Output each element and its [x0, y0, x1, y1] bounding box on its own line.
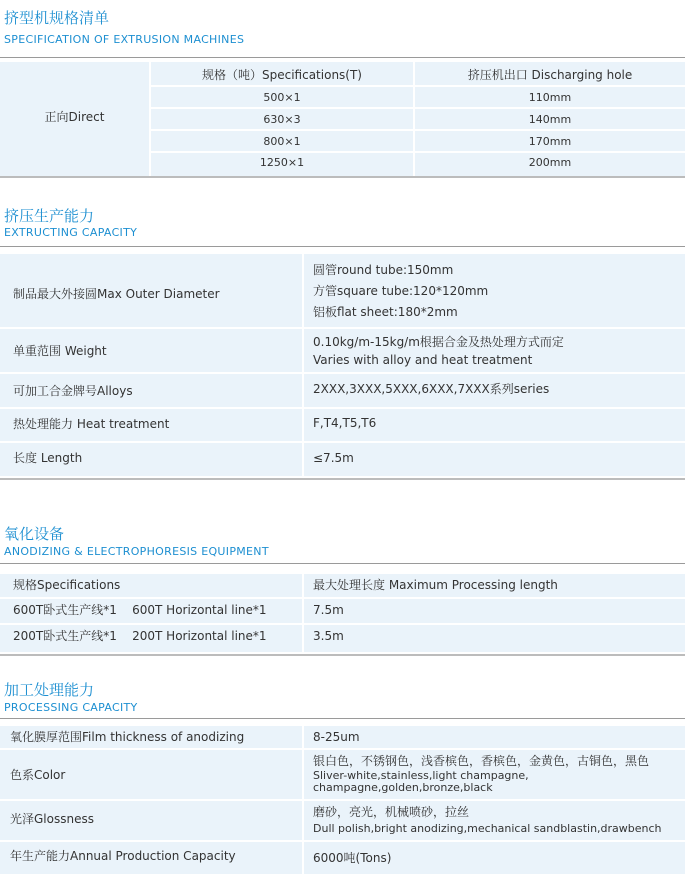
processing-label: 光泽Glossness — [10, 812, 94, 826]
capacity-label: 制品最大外接圆Max Outer Diameter — [13, 287, 220, 301]
spec-column-header: 规格（吨）Specifications(T) — [202, 68, 362, 82]
processing-value: 磨砂，亮光，机械喷砂，拉丝 — [313, 805, 470, 819]
section-divider — [0, 654, 685, 656]
section-divider — [0, 57, 685, 58]
capacity-section-subtitle: EXTRUCTING CAPACITY — [4, 226, 138, 239]
anodizing-header-label: 规格Specifications — [13, 578, 121, 592]
processing-value: champagne,golden,bronze,black — [313, 781, 493, 794]
processing-label: 色系Color — [10, 768, 66, 782]
processing-section-title: 加工处理能力 — [4, 681, 95, 699]
capacity-value: 方管square tube:120*120mm — [313, 284, 489, 298]
spec-cell: 1250×1 — [259, 156, 305, 169]
capacity-value: ≤7.5m — [313, 451, 354, 465]
anodizing-table — [0, 574, 685, 652]
spec-cell: 800×1 — [263, 135, 301, 148]
anodizing-line-value: 3.5m — [313, 629, 344, 643]
hole-cell: 110mm — [528, 91, 572, 104]
spec-cell: 630×3 — [263, 113, 301, 126]
hole-cell: 170mm — [528, 135, 572, 148]
section-divider — [0, 176, 685, 178]
spec-table — [0, 62, 685, 176]
section-divider — [0, 718, 685, 719]
section-divider — [0, 563, 685, 564]
capacity-label: 单重范围 Weight — [13, 344, 107, 358]
capacity-label: 可加工合金牌号Alloys — [13, 384, 133, 398]
capacity-label: 热处理能力 Heat treatment — [13, 417, 170, 431]
spec-cell: 500×1 — [263, 91, 301, 104]
capacity-label: 长度 Length — [13, 451, 83, 465]
processing-value: 6000吨(Tons) — [313, 851, 392, 865]
processing-value: Sliver-white,stainless,light champagne, — [313, 769, 529, 782]
processing-value: 银白色，不锈钢色，浅香槟色，香槟色，金黄色，古铜色，黑色 — [313, 754, 650, 768]
capacity-value: 2XXX,3XXX,5XXX,6XXX,7XXX系列series — [313, 382, 550, 396]
spec-row-label: 正向Direct — [44, 110, 105, 124]
anodizing-section-title: 氧化设备 — [4, 525, 65, 543]
capacity-value: Varies with alloy and heat treatment — [313, 353, 533, 367]
hole-column-header: 挤压机出口 Discharging hole — [467, 68, 633, 82]
hole-cell: 200mm — [528, 156, 572, 169]
processing-value: Dull polish,bright anodizing,mechanical sandblastin,drawbench — [313, 822, 662, 835]
processing-label: 氧化膜厚范围Film thickness of anodizing — [10, 730, 245, 744]
anodizing-line-label: 600T卧式生产线*1 600T Horizontal line*1 — [13, 603, 267, 617]
capacity-value: 0.10kg/m-15kg/m根据合金及热处理方式而定 — [313, 335, 564, 349]
capacity-value: 铝板flat sheet:180*2mm — [313, 305, 458, 319]
anodizing-section-subtitle: ANODIZING & ELECTROPHORESIS EQUIPMENT — [4, 545, 269, 558]
processing-label: 年生产能力Annual Production Capacity — [10, 849, 236, 863]
processing-value: 8-25um — [313, 730, 360, 744]
spec-section-subtitle: SPECIFICATION OF EXTRUSION MACHINES — [4, 33, 245, 46]
processing-section-subtitle: PROCESSING CAPACITY — [4, 701, 138, 714]
anodizing-header-value: 最大处理长度 Maximum Processing length — [313, 578, 558, 592]
spec-section-title: 挤型机规格清单 — [4, 9, 110, 27]
anodizing-line-label: 200T卧式生产线*1 200T Horizontal line*1 — [13, 629, 267, 643]
processing-table — [0, 726, 685, 874]
capacity-value: 圆管round tube:150mm — [313, 263, 454, 277]
anodizing-line-value: 7.5m — [313, 603, 344, 617]
hole-cell: 140mm — [528, 113, 572, 126]
capacity-section-title: 挤压生产能力 — [4, 207, 95, 225]
section-divider — [0, 478, 685, 480]
section-divider — [0, 246, 685, 247]
capacity-table — [0, 254, 685, 476]
capacity-value: F,T4,T5,T6 — [313, 416, 377, 430]
